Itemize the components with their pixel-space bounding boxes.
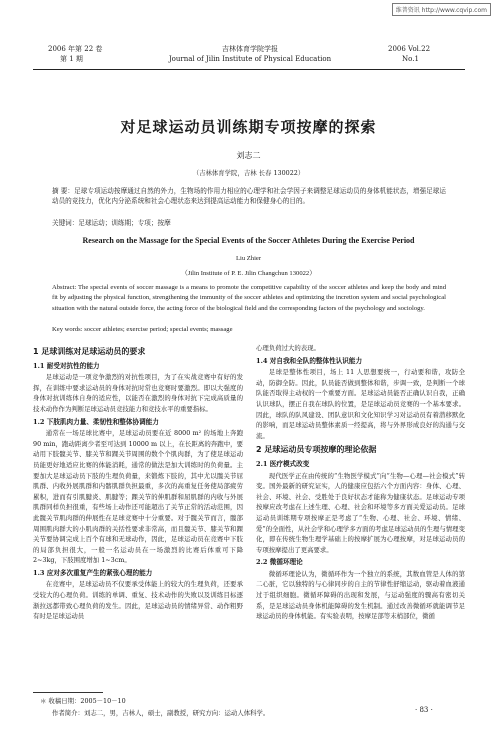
watermark[interactable]: 维普资讯 http://www.cqvip.com [392,3,491,16]
paragraph-1-3: 在竞赛中，足球运动员不仅要承受体能上的较大的生理负荷，还要承受较大的心理负荷。训练的单调、重复、技术动作的失败以及训练目标逐渐拉远都带致心理负荷的发生。因此，足球运动员的情绪异常、动作粗野有时是足球运动员 [33,580,243,621]
english-affiliation: （Jilin Institute of P. E. Jilin Changchun 130022） [181,270,316,277]
volume-number: No.1 [402,55,419,63]
issue-year: 2006 年第 22 卷 [48,45,103,53]
left-column [33,343,243,688]
journal-volume [388,44,430,64]
section-heading-1: 1 足球训练对足球运动员的要求 [33,347,146,356]
journal-name-en: Journal of Jilin Institute of Physical Education [168,55,332,63]
english-author: Liu Zhier [235,255,262,262]
journal-issue [48,44,102,64]
paragraph-2-2: 微循环理论认为，微循环作为一个独立的系统，其数血管是人体的第二心脏，它以独特的与心律同步的自主的节律性舒缩运动，驱动着血液通过于组织细胞。微循环障碍的出现和发展，与运动强度的骤高有密切关系，是足球运动员身体机能障碍的发生机制。通过改善微循环就能调节足球运动员的身体机能。有实验表明，按摩足部等末梢部位，微循 [256,569,465,621]
english-title: Research on the Massage for the Special Events of the Soccer Athletes During the Exercise Period [82,236,415,245]
header-rule [33,69,465,70]
volume-line: 2006 Vol.22 [388,45,431,53]
paragraph-1-4: 足球是整体性项目，场上 11 人思想要统一，行动要和谐，攻防全动，防御全防。因此，队员能否做到整体和谐，步调一致，是判断一个球队能否取得主动权的一个重要方面。足球运动员能否正确认识自我，正确认识球队，摆正自我在球队的位置，是足球运动员竞赛的一个基本要求。因此，球队的队风建设、团队意识和文化知识学习对运动员有着潜移默化的影响，而足球运动员整体素质一经提高，将与外界形成良好的沟通与交流。 [256,368,465,440]
page-number: · 83 · [415,706,433,714]
subsection-heading-2-1: 2.1 医疗模式改变 [256,459,310,468]
received-date: ＊ 收稿日期：2005－10－10 [40,697,126,705]
author-affiliation: （吉林体育学院，吉林 长春 130022） [192,169,305,177]
subsection-heading-1-4: 1.4 对自我和全队的整体性认识能力 [256,356,363,365]
subsection-heading-2-2: 2.2 微循环理论 [256,558,303,567]
subsection-heading-1-3: 1.3 应对多次重复产生的紧张心理的能力 [33,568,153,577]
subsection-heading-1-1: 1.1 耐受对抗性的能力 [33,361,100,370]
paragraph-1-1: 足球运动是一项竞争激烈的对抗性项目，为了在实战竞赛中有好的发挥，在训练中要求运动员的身体对抗时常也竞赛时要激烈。即以大强度的身体对抗训练体自身的适应性，以能否在激烈的身体对抗下完成高质量的技术动作作为判断足球运动员竞技能力和竞技水平的重要指标。 [33,373,243,413]
right-column [256,343,465,703]
english-abstract: Abstract: The special events of soccer massage is a means to promote the competitive capability of the soccer athletes and keep the body and mind fit by adjusting the physical function, strengthening the immunity of the soccer athletes and optimizing the incretion system and social psychological situation with the natural outside force, the acting force of the biological field and the corresponding factors of the psychology and sociology. [52,284,446,312]
journal-name [120,44,380,64]
paragraph-continuation: 心理负荷过大的表现。 [256,344,320,352]
issue-number: 第 1 期 [60,55,83,63]
author-name: 刘志二 [236,151,261,160]
paragraph-1-2: 通常在一场足球比赛中，足球运动员要在近 8000 m² 的场地上奔跑 90 min，跑动距离少者至可达到 10000 m 以上，在长距离的奔跑中，要动用下肢髋关节、膝关节和踝关节周围的数个个肌肉群，为了使足球运动员能更好地适应比赛的体能消耗，通常的做法是加大训练时的负荷量。主要加大足球运动员下肢的生理负荷量，来锻炼下肢的，其中尤以髋关节屈肌群、内收外展肌群和内髂肌群负担最重，多次的高重复任务使局部疲劳累积，进而有引肌腱炎、肌腱等；踝关节的伸肌群和屈肌群的内收与外展肌群同样负担很重，有些场上动作还可能超出了关节正常的活动范围，因此髋关节肌肉群的伸展性在足球竞赛中十分重要。对于髋关节而言，髋部周围肌肉群大的小肌肉群的关括性要求非常高，而且髋关节、膝关节和踝关节要协调完成上百个有球和无球动作，因此，足球运动员在竞赛中下肢的局部负担很大，一般一名运动员在一场激烈的比赛后体重可下降 2~3kg，下肢围度增加 1~3cm。 [33,429,243,565]
journal-name-cn: 吉林体育学院学报 [222,45,278,53]
subsection-heading-1-2: 1.2 下肢肌肉力量、柔韧性和整体协调能力 [33,417,159,426]
section-heading-2: 2 足球运动员专项按摩的理论依据 [256,445,377,455]
keywords-cn: 关键词：足球运动；训练期；专项；按摩 [52,219,171,227]
article-title: 对足球运动员训练期专项按摩的探索 [120,118,377,136]
english-keywords: Key words: soccer athletes; exercise period; special events; massage [52,326,233,333]
author-biography: 作者简介：刘志二，男，吉林人，硕士，副教授，研究方向：运动人体科学。 [52,709,270,717]
paragraph-2-1: 现代医学正在由传统的“生物医学模式”向“生物—心理—社会模式”转变。国外最新的研究证实，人的健康应包括六个方面内容：身体、心理、社会、环境、社会、受胜处于良好状态才能称为健康状态。足球运动专项按摩应改考虑在上述生理、心理、社会和环境等多方面关爱运动员。足球运动员训练期专项按摩正是考虑了“生物、心理、社会、环境、情绪、爱”的全面性，从社会学和心理学多方面的考虑足球运动员的生理与情理变化，即在传统生物生理学基础上的按摩扩展为心理按摩，对足球运动员的专项按摩提出了更高要求。 [256,471,465,554]
abstract-cn: 摘 要：足球专项运动按摩通过自然的外力，生物场的作用力相应的心理学和社会学因子来调整足球运动员的身体机能状态，增强足球运动员的竞技力，优化内分泌系统和社会心理状态来达到提高运动能力和保健身心的目的。 [52,187,446,205]
footnote-rule [33,692,103,693]
